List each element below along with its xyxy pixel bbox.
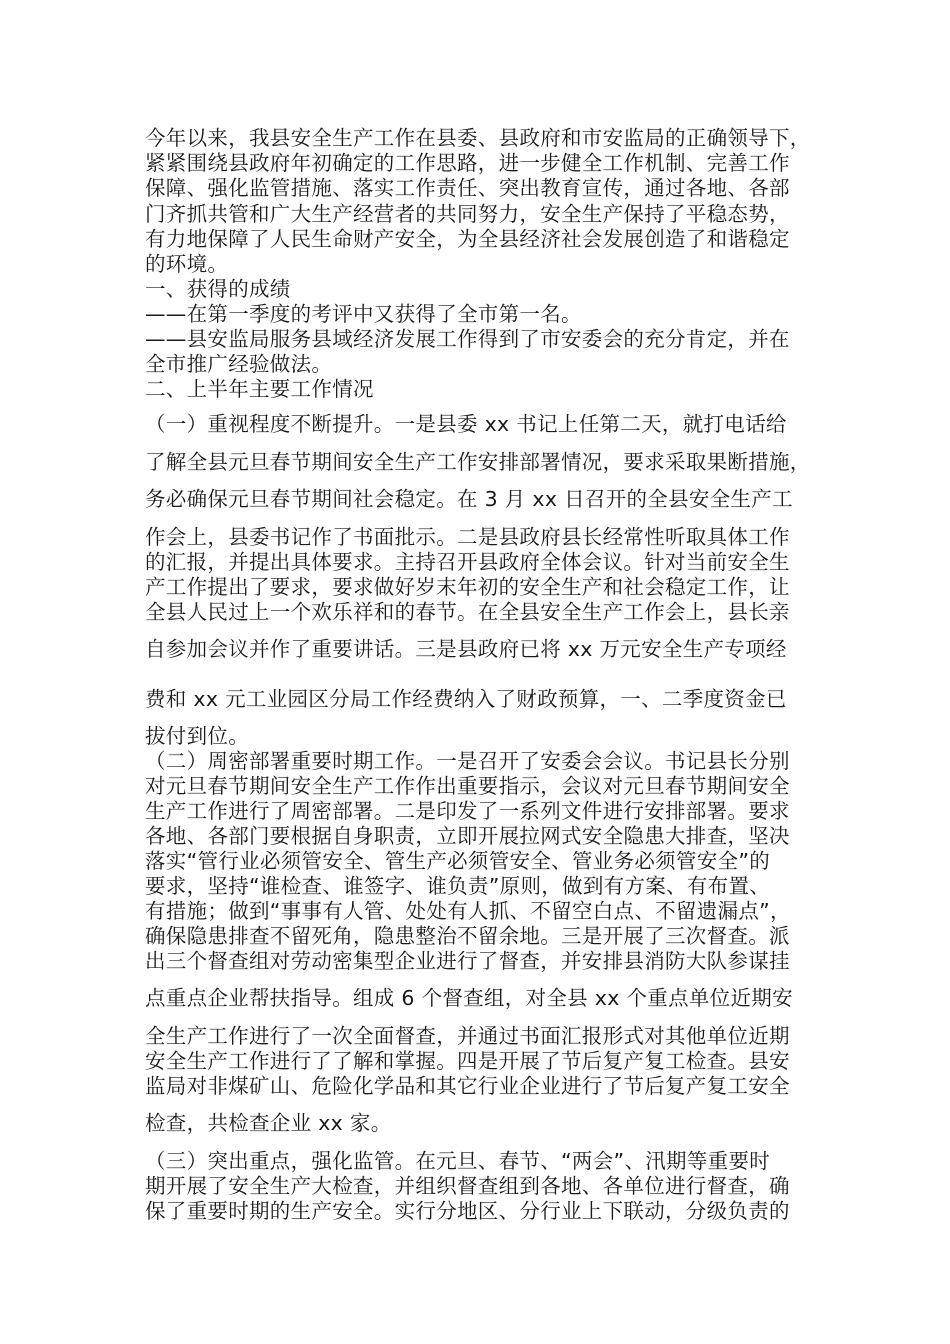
text-line: 点重点企业帮扶指导。组成 6 个督查组，对全县 xx 个重点单位近期安 — [145, 986, 793, 1010]
text-line: 生产工作进行了周密部署。二是印发了一系列文件进行安排部署。要求 — [145, 799, 790, 823]
text-line: 监局对非煤矿山、危险化学品和其它行业企业进行了节后复产复工安全 — [145, 1074, 790, 1098]
text-line: 门齐抓共管和广大生产经营者的共同努力，安全生产保持了平稳态势， — [145, 202, 790, 226]
text-line: 安全生产工作进行了了解和掌握。四是开展了节后复产复工检查。县安 — [145, 1049, 790, 1073]
text-line: 有力地保障了人民生命财产安全，为全县经济社会发展创造了和谐稳定 — [145, 227, 790, 251]
text-line: 要求，坚持“谁检查、谁签字、谁负责”原则，做到有方案、有布置、 — [145, 874, 771, 898]
text-line: （三）突出重点，强化监管。在元旦、春节、“两会”、汛期等重要时 — [145, 1149, 771, 1173]
text-line: 务必确保元旦春节期间社会稳定。在 3 月 xx 日召开的全县安全生产工 — [145, 487, 793, 511]
text-line: （二）周密部署重要时期工作。一是召开了安委会会议。书记县长分别 — [145, 749, 790, 773]
text-line: 出三个督查组对劳动密集型企业进行了督查，并安排县消防大队参谋挂 — [145, 949, 790, 973]
text-line: （一）重视程度不断提升。一是县委 xx 书记上任第二天，就打电话给 — [145, 412, 787, 436]
text-line: 保障、强化监管措施、落实工作责任、突出教育宣传，通过各地、各部 — [145, 176, 790, 200]
text-line: 全县人民过上一个欢乐祥和的春节。在全县安全生产工作会上，县长亲 — [145, 600, 790, 624]
text-line: 的汇报，并提出具体要求。主持召开县政府全体会议。针对当前安全生 — [145, 550, 790, 574]
text-line: 了解全县元旦春节期间安全生产工作安排部署情况，要求采取果断措施， — [145, 450, 811, 474]
text-line: 落实“管行业必须管安全、管生产必须管安全、管业务必须管安全”的 — [145, 849, 771, 873]
text-line: 费和 xx 元工业园区分局工作经费纳入了财政预算，一、二季度资金已 — [145, 687, 787, 711]
text-line: ——在第一季度的考评中又获得了全市第一名。 — [145, 302, 582, 326]
text-line: 各地、各部门要根据自身职责，立即开展拉网式安全隐患大排查，坚决 — [145, 824, 790, 848]
text-line: 保了重要时期的生产安全。实行分地区、分行业上下联动，分级负责的 — [145, 1199, 790, 1223]
text-line: 全市推广经验做法。 — [145, 352, 333, 376]
text-line: 拔付到位。 — [145, 724, 249, 748]
text-line: 检查，共检查企业 xx 家。 — [145, 1111, 392, 1135]
text-line: 产工作提出了要求，要求做好岁末年初的安全生产和社会稳定工作，让 — [145, 575, 790, 599]
text-line: 的环境。 — [145, 252, 229, 276]
text-line: 作会上，县委书记作了书面批示。二是县政府县长经常性听取具体工作 — [145, 525, 790, 549]
text-line: ——县安监局服务县域经济发展工作得到了市安委会的充分肯定，并在 — [145, 327, 790, 351]
text-line: 自参加会议并作了重要讲话。三是县政府已将 xx 万元安全生产专项经 — [145, 637, 787, 661]
text-line: 期开展了安全生产大检查，并组织督查组到各地、各单位进行督查，确 — [145, 1174, 790, 1198]
text-line: 确保隐患排查不留死角，隐患整治不留余地。三是开展了三次督查。派 — [145, 924, 790, 948]
text-line: 有措施；做到“事事有人管、处处有人抓、不留空白点、不留遗漏点”， — [145, 899, 791, 923]
text-line: 今年以来，我县安全生产工作在县委、县政府和市安监局的正确领导下， — [145, 126, 811, 150]
section-heading: 一、获得的成绩 — [145, 277, 291, 301]
text-line: 对元旦春节期间安全生产工作作出重要指示，会议对元旦春节期间安全 — [145, 774, 790, 798]
text-line: 全生产工作进行了一次全面督查，并通过书面汇报形式对其他单位近期 — [145, 1024, 790, 1048]
section-heading: 二、上半年主要工作情况 — [145, 377, 374, 401]
text-line: 紧紧围绕县政府年初确定的工作思路，进一步健全工作机制、完善工作 — [145, 151, 790, 175]
